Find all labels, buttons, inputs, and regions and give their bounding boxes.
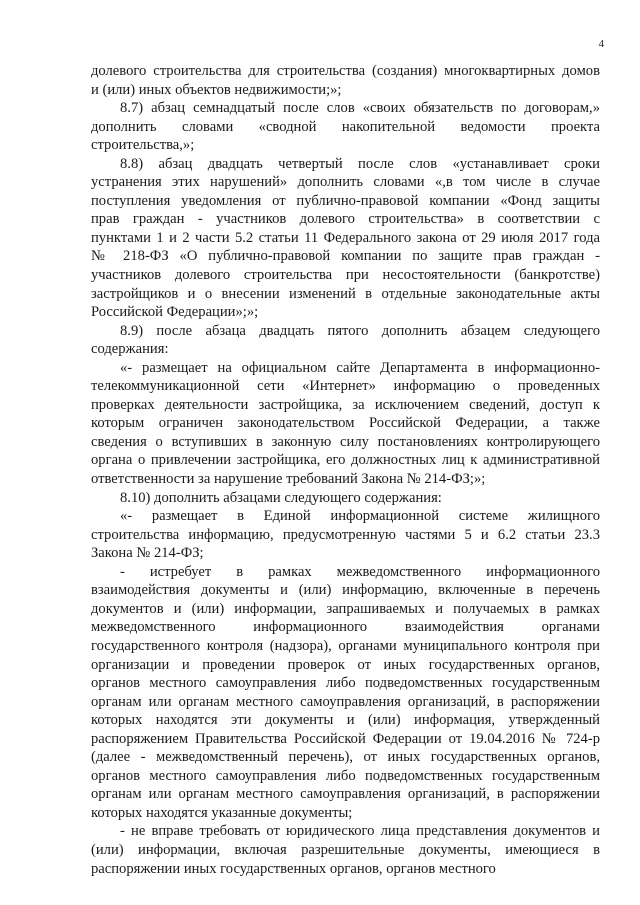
text-line: государственного контроля (надзора), органами муниципального контроля при bbox=[91, 637, 600, 654]
paragraph bbox=[91, 489, 600, 508]
text-line: - не вправе требовать от юридического лица представления документов и bbox=[120, 823, 600, 840]
text-line: органа о привлечении застройщика, его должностных лиц к административной bbox=[91, 452, 600, 469]
text-line: поступления уведомления от публично-правовой компании «Фонд защиты bbox=[91, 192, 600, 209]
text-line: органам или органам местного самоуправления организаций, в распоряжении bbox=[91, 693, 600, 710]
text-line: проверках деятельности застройщика, за исключением сведений, доступ к bbox=[91, 396, 600, 413]
text-line: органов местного самоуправления либо подведомственных государственным bbox=[91, 675, 600, 692]
text-line: № 218-ФЗ «О публично-правовой компании по защите прав граждан - bbox=[91, 248, 600, 265]
text-line: Российской Федерации»;»; bbox=[91, 304, 259, 321]
paragraph bbox=[91, 507, 600, 563]
paragraph bbox=[91, 359, 600, 489]
text-line: долевого строительства для строительства (создания) многоквартирных домов bbox=[91, 63, 600, 79]
text-line: межведомственного информационного взаимодействия органами bbox=[91, 619, 600, 636]
text-line: которых находятся указанные документы; bbox=[91, 804, 353, 821]
text-line: и (или) иных объектов недвижимости;»; bbox=[91, 81, 342, 98]
paragraph bbox=[91, 563, 600, 823]
text-line: прав граждан - участников долевого строительства» в соответствии с bbox=[91, 211, 600, 228]
text-line: Закона № 214-ФЗ; bbox=[91, 545, 204, 562]
text-line: 8.9) после абзаца двадцать пятого дополнить абзацем следующего bbox=[120, 322, 600, 339]
paragraph bbox=[91, 155, 600, 322]
text-line: строительства информацию, предусмотренную частями 5 и 6.2 статьи 23.3 bbox=[91, 526, 600, 543]
text-line: «- размещает в Единой информационной системе жилищного bbox=[120, 508, 600, 525]
text-line: содержания: bbox=[91, 341, 169, 358]
text-line: распоряжением Правительства Российской Федерации от 19.04.2016 № 724-р bbox=[91, 730, 600, 747]
text-line: распоряжении иных государственных органов, органов местного bbox=[91, 860, 496, 877]
text-line: взаимодействия документы и (или) информацию, включенные в перечень bbox=[91, 582, 600, 599]
text-line: сведения о вступивших в законную силу постановлениях контролирующего bbox=[91, 433, 600, 450]
text-line: 8.10) дополнить абзацами следующего содержания: bbox=[120, 489, 442, 506]
text-line: ответственности за нарушение требований Закона № 214-ФЗ;»; bbox=[91, 471, 486, 488]
page-number: 4 bbox=[598, 38, 604, 50]
paragraph bbox=[91, 99, 600, 155]
text-line: органам или органам местного самоуправления организаций, в распоряжении bbox=[91, 786, 600, 803]
text-line: 8.7) абзац семнадцатый после слов «своих обязательств по договорам,» bbox=[120, 100, 600, 117]
text-line: - истребует в рамках межведомственного информационного bbox=[120, 563, 600, 580]
text-line: застройщиков и о внесении изменений в отдельные законодательные акты bbox=[91, 285, 600, 302]
paragraph bbox=[91, 822, 600, 878]
text-line: организации и проведении проверок от иных государственных органов, bbox=[91, 656, 600, 673]
text-line: дополнить словами «сводной накопительной ведомости проекта bbox=[91, 118, 600, 135]
text-line: которых находятся эти документы и (или) информация, утвержденный bbox=[91, 712, 600, 729]
paragraph bbox=[91, 322, 600, 359]
text-line: (или) информации, включая разрешительные документы, имеющиеся в bbox=[91, 841, 600, 858]
text-line: «- размещает на официальном сайте Департамента в информационно- bbox=[120, 359, 600, 376]
paragraph bbox=[91, 62, 600, 99]
document-body bbox=[91, 62, 600, 878]
text-line: (далее - межведомственный перечень), от иных государственных органов, bbox=[91, 749, 600, 766]
text-line: строительства,»; bbox=[91, 137, 195, 154]
text-line: документов и (или) информации, запрашиваемых и получаемых в рамках bbox=[91, 600, 600, 617]
text-line: участников долевого строительства при несостоятельности (банкротстве) bbox=[91, 267, 600, 284]
text-line: пунктами 1 и 2 части 5.2 статьи 11 Федерального закона от 29 июля 2017 года bbox=[91, 229, 600, 246]
text-line: 8.8) абзац двадцать четвертый после слов «устанавливает сроки bbox=[120, 155, 600, 172]
text-line: устранения этих нарушений» дополнить словами «,в том числе в случае bbox=[91, 174, 600, 191]
text-line: которым ограничен законодательством Российской Федерации, а также bbox=[91, 415, 600, 432]
text-line: телекоммуникационной сети «Интернет» информацию о проведенных bbox=[91, 378, 600, 395]
text-line: органов местного самоуправления либо подведомственных государственным bbox=[91, 767, 600, 784]
